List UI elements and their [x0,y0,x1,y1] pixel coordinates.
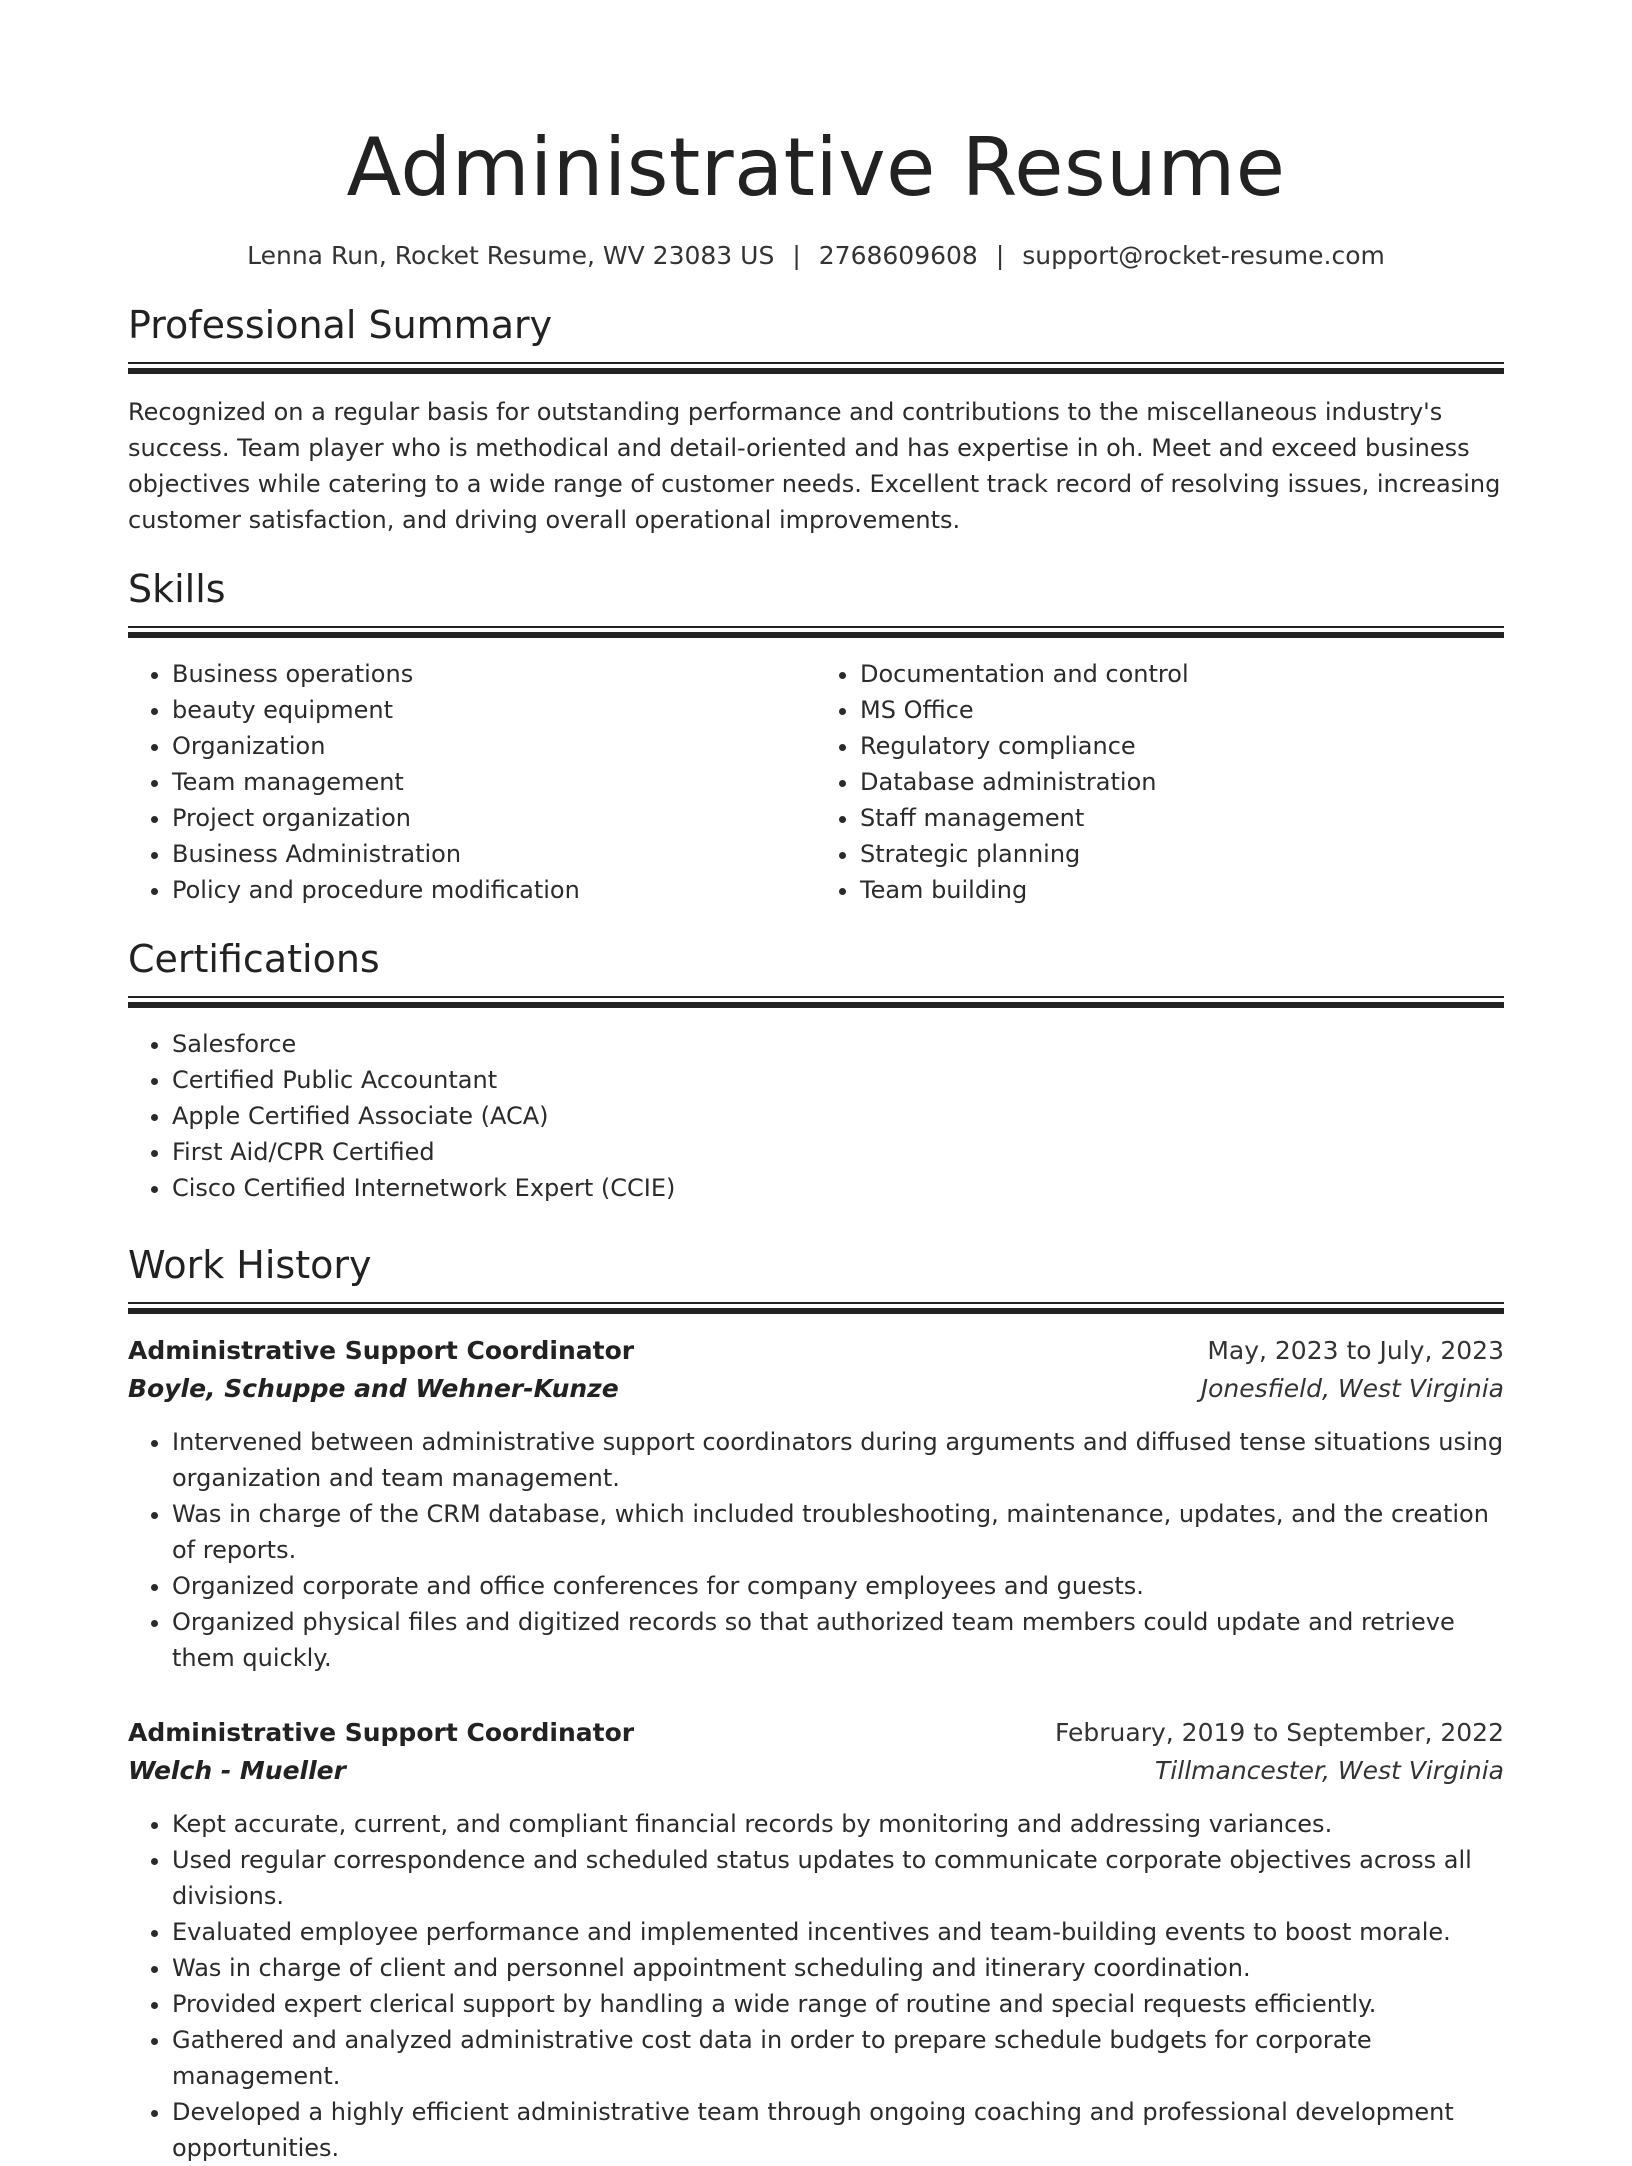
skill-item: • MS Office [860,692,1504,728]
certifications-section [128,934,1504,1206]
skill-item: • Database administration [860,764,1504,800]
job-duty: • Gathered and analyzed administrative cost data in order to prepare schedule budgets for corporate management. [172,2022,1504,2094]
contact-separator: | [792,241,801,270]
contact-email: support@rocket-resume.com [1022,241,1385,270]
skill-item: • Team building [860,872,1504,908]
job-duty: • Organized physical files and digitized records so that authorized team members could update and retrieve them quickly. [172,1604,1504,1676]
skill-item: • Regulatory compliance [860,728,1504,764]
summary-heading: Professional Summary [128,303,553,347]
job-location: Tillmancester, West Virginia [1155,1756,1504,1785]
job-company: Welch - Mueller [128,1756,346,1785]
skill-item: • Team management [172,764,816,800]
document-title: Administrative Resume [346,121,1286,214]
certification-item: • Apple Certified Associate (ACA) [172,1098,1504,1134]
job-duties-list [128,1424,1504,1676]
certifications-list [128,1026,1504,1206]
skills-grid [128,638,1504,908]
certifications-heading: Certifications [128,937,380,981]
skill-item: • Project organization [172,800,816,836]
skill-item: • Strategic planning [860,836,1504,872]
skill-item: • Policy and procedure modification [172,872,816,908]
certification-item: • Certified Public Accountant [172,1062,1504,1098]
skills-section [128,564,1504,908]
work-history-heading: Work History [128,1243,372,1287]
job-duties-list [128,1806,1504,2166]
skill-item: • beauty equipment [172,692,816,728]
summary-text: Recognized on a regular basis for outstanding performance and contributions to the miscellaneous industry's success. Team player who is methodical and detail-oriented and has expertise in oh. Meet and exceed business objectives while catering to a wide range of customer needs. Excellent track record of resolving issues, increasing customer satisfaction, and driving overall operational improvements. [128,398,1501,534]
summary-section [128,300,1504,538]
skills-left-list [128,656,816,908]
job-duty: • Organized corporate and office conferences for company employees and guests. [172,1568,1504,1604]
job-duty: • Kept accurate, current, and compliant financial records by monitoring and addressing variances. [172,1806,1504,1842]
job-duty: • Was in charge of the CRM database, which included troubleshooting, maintenance, updates, and the creation of reports. [172,1496,1504,1568]
job-entry [128,1332,1504,1676]
skill-item: • Organization [172,728,816,764]
certification-item: • First Aid/CPR Certified [172,1134,1504,1170]
job-header-row [128,1332,1504,1370]
job-dates: May, 2023 to July, 2023 [1207,1336,1504,1365]
skills-heading: Skills [128,567,226,611]
section-divider [128,1302,1504,1314]
job-duty: • Developed a highly efficient administrative team through ongoing coaching and professional development opportunities. [172,2094,1504,2166]
skill-item: • Documentation and control [860,656,1504,692]
contact-separator: | [995,241,1005,270]
certification-item: • Cisco Certified Internetwork Expert (CCIE) [172,1170,1504,1206]
job-duty: • Was in charge of client and personnel appointment scheduling and itinerary coordination. [172,1950,1504,1986]
job-subheader-row [128,1370,1504,1408]
job-subheader-row [128,1752,1504,1790]
job-duty: • Intervened between administrative support coordinators during arguments and diffused tense situations using organization and team management. [172,1424,1504,1496]
job-title: Administrative Support Coordinator [128,1336,635,1365]
contact-line [128,238,1504,274]
section-divider [128,996,1504,1008]
contact-phone: 2768609608 [818,241,978,270]
section-divider [128,626,1504,638]
job-duty: • Used regular correspondence and scheduled status updates to communicate corporate objectives across all divisions. [172,1842,1504,1914]
job-header-row [128,1714,1504,1752]
job-title: Administrative Support Coordinator [128,1718,635,1747]
skill-item: • Business operations [172,656,816,692]
section-divider [128,362,1504,374]
job-duty: • Evaluated employee performance and implemented incentives and team-building events to boost morale. [172,1914,1504,1950]
job-company: Boyle, Schuppe and Wehner-Kunze [128,1374,619,1403]
job-duty: • Provided expert clerical support by handling a wide range of routine and special requests efficiently. [172,1986,1504,2022]
skill-item: • Staff management [860,800,1504,836]
certification-item: • Salesforce [172,1026,1504,1062]
job-dates: February, 2019 to September, 2022 [1055,1718,1504,1747]
work-history-section [128,1240,1504,2166]
skills-right-list [816,656,1504,908]
job-location: Jonesfield, West Virginia [1200,1374,1504,1403]
skill-item: • Business Administration [172,836,816,872]
job-entry [128,1714,1504,2166]
contact-address: Lenna Run, Rocket Resume, WV 23083 US [247,241,775,270]
